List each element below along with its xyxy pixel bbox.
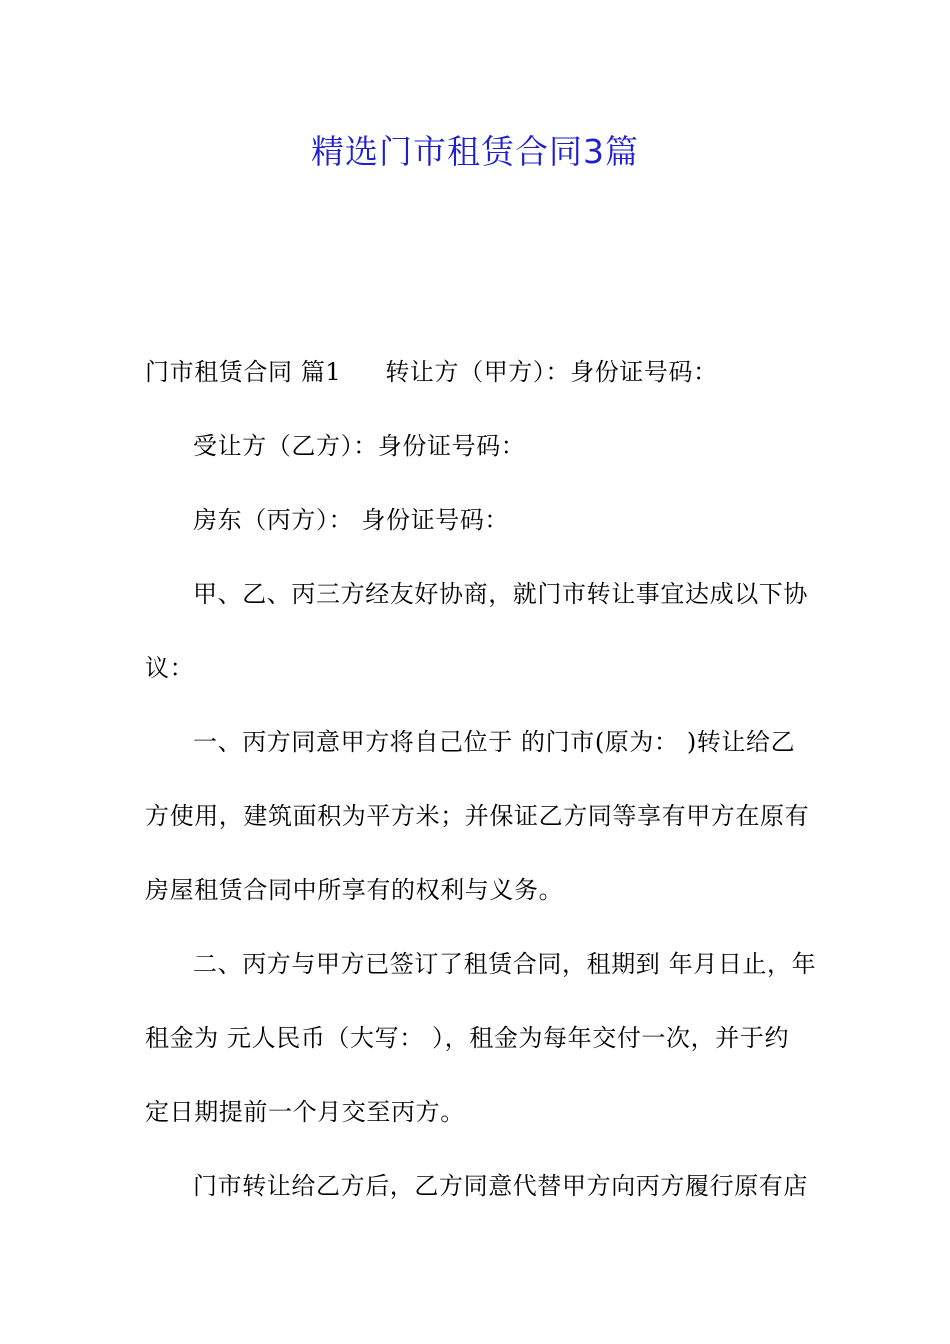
document-body bbox=[145, 335, 817, 1223]
paragraph-line: 房屋租赁合同中所享有的权利与义务。 bbox=[145, 876, 564, 904]
paragraph-line bbox=[145, 335, 807, 409]
paragraph-line: 受让方（乙方）：身份证号码： bbox=[193, 432, 526, 460]
paragraph-line: 门市转让给乙方后，乙方同意代替甲方向丙方履行原有店 bbox=[193, 1172, 808, 1200]
paragraph-line: 一、丙方同意甲方将自己位于 的门市(原为： )转让给乙 bbox=[193, 728, 796, 756]
paragraph-line: 租金为 元人民币（大写： ），租金为每年交付一次，并于约 bbox=[145, 1024, 790, 1052]
document-title: 精选门市租赁合同3篇 bbox=[311, 132, 639, 171]
paragraph-line: 二、丙方与甲方已签订了租赁合同，租期到 年月日止，年 bbox=[193, 950, 817, 978]
paragraph-line: 定日期提前一个月交至丙方。 bbox=[145, 1098, 465, 1126]
paragraph-line: 房东（丙方）： 身份证号码： bbox=[193, 506, 510, 534]
section-heading: 门市租赁合同 篇1 bbox=[145, 358, 342, 386]
party-a-label: 转让方（甲方）：身份证号码： bbox=[385, 358, 718, 386]
paragraph-line: 甲、乙、丙三方经友好协商，就门市转让事宜达成以下协 bbox=[193, 580, 808, 608]
paragraph-line: 议： bbox=[145, 654, 195, 682]
paragraph-line: 方使用，建筑面积为平方米；并保证乙方同等享有甲方在原有 bbox=[145, 802, 810, 830]
